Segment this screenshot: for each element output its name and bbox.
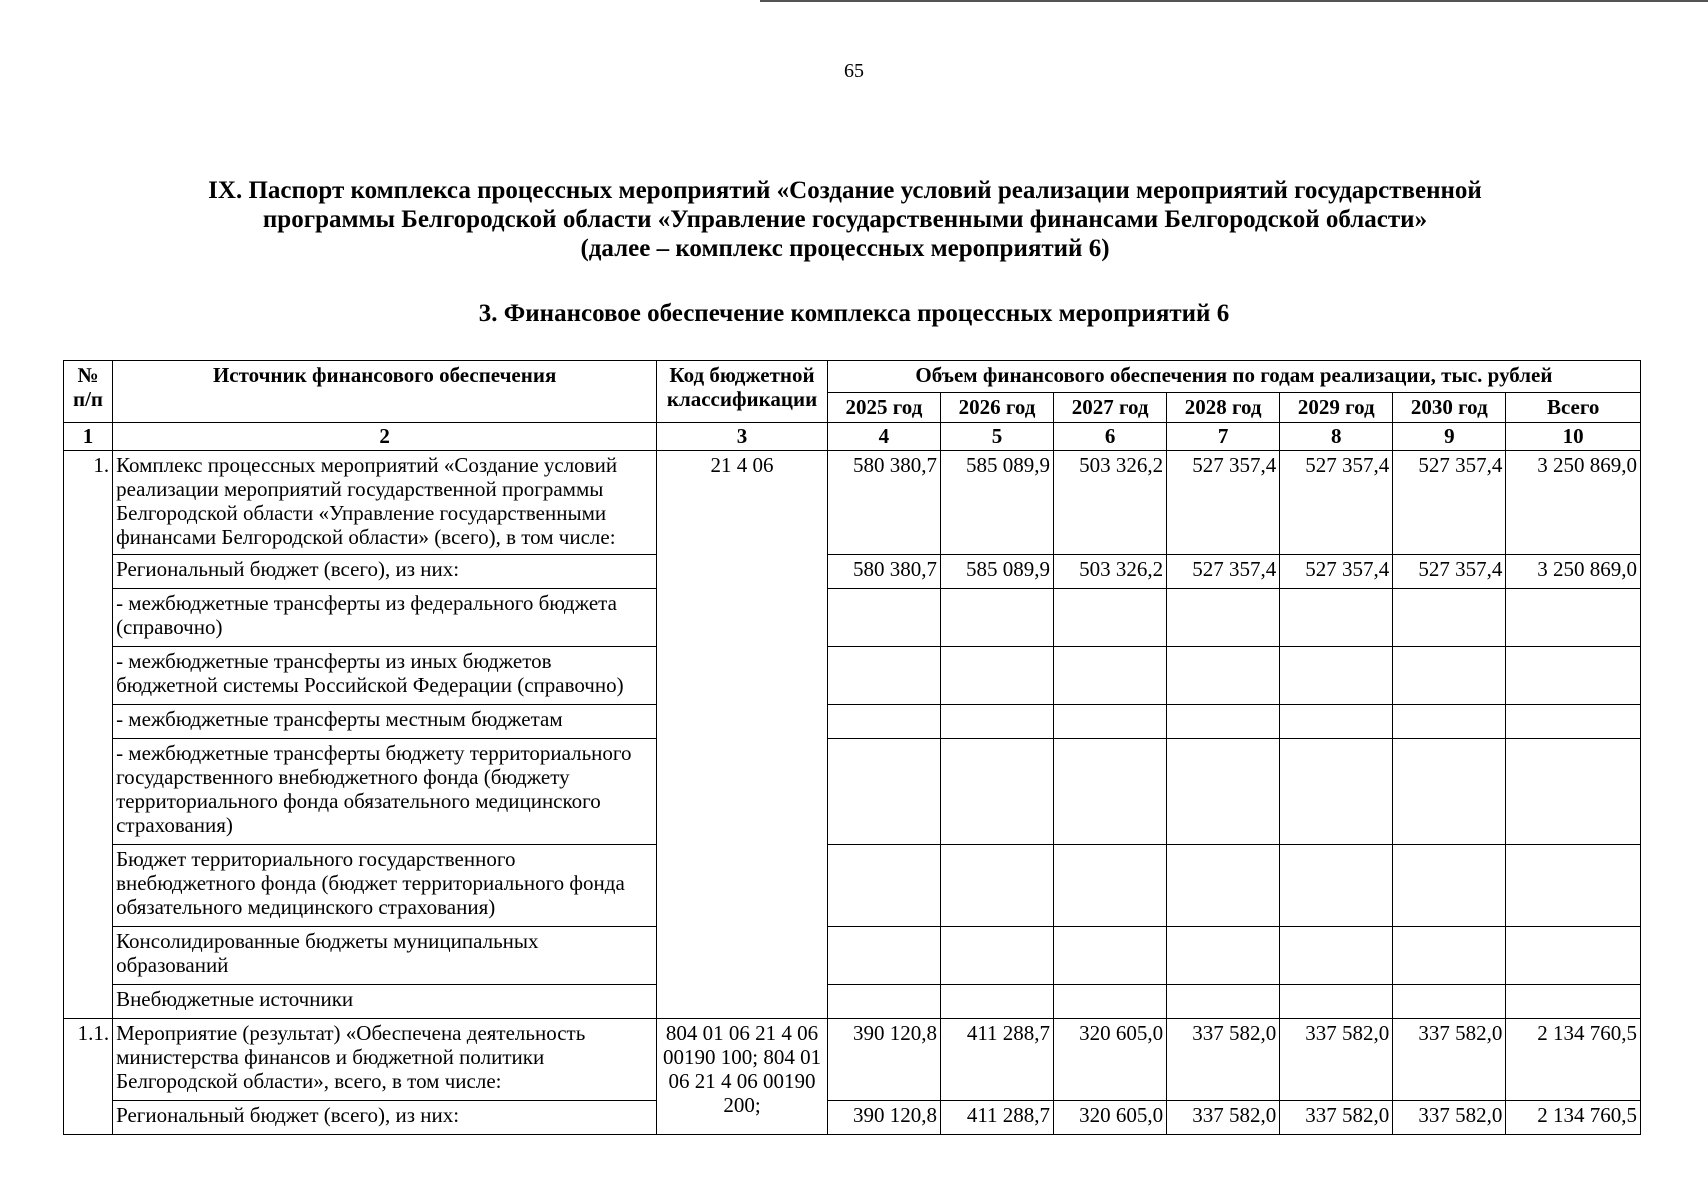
source-name-cell: - межбюджетные трансферты из федерального бюджета (справочно) (113, 589, 657, 647)
year-value-cell: 320 605,0 (1054, 1019, 1167, 1101)
source-name-cell: Консолидированные бюджеты муниципальных образований (113, 927, 657, 985)
year-value-cell (1280, 739, 1393, 845)
year-value-cell (1054, 705, 1167, 739)
year-value-cell (827, 739, 940, 845)
year-value-cell: 527 357,4 (1167, 451, 1280, 555)
total-value-cell (1506, 705, 1641, 739)
header-year-2027: 2027 год (1054, 393, 1167, 423)
year-value-cell: 411 288,7 (940, 1019, 1053, 1101)
year-value-cell (1280, 589, 1393, 647)
index-cell: 6 (1054, 423, 1167, 451)
total-value-cell (1506, 647, 1641, 705)
header-year-2026: 2026 год (940, 393, 1053, 423)
table-row (64, 845, 1641, 927)
source-name-cell: Внебюджетные источники (113, 985, 657, 1019)
page-number: 65 (844, 60, 864, 82)
total-value-cell (1506, 739, 1641, 845)
year-value-cell (827, 589, 940, 647)
year-value-cell (1167, 705, 1280, 739)
header-year-2030: 2030 год (1393, 393, 1506, 423)
year-value-cell (1054, 927, 1167, 985)
year-value-cell (1393, 589, 1506, 647)
year-value-cell: 337 582,0 (1167, 1101, 1280, 1135)
year-value-cell: 580 380,7 (827, 555, 940, 589)
header-no: № п/п (64, 361, 113, 423)
year-value-cell (1167, 927, 1280, 985)
year-value-cell: 585 089,9 (940, 451, 1053, 555)
total-value-cell (1506, 845, 1641, 927)
year-value-cell: 585 089,9 (940, 555, 1053, 589)
index-cell: 3 (657, 423, 828, 451)
year-value-cell (940, 985, 1053, 1019)
table-row (64, 1019, 1641, 1101)
year-value-cell (1393, 647, 1506, 705)
year-value-cell (827, 985, 940, 1019)
financing-table (63, 360, 1641, 1135)
year-value-cell (940, 845, 1053, 927)
section-subheading: 3. Финансовое обеспечение комплекса процессных мероприятий 6 (478, 300, 1230, 327)
year-value-cell (1280, 647, 1393, 705)
year-value-cell: 337 582,0 (1280, 1019, 1393, 1101)
year-value-cell (827, 705, 940, 739)
year-value-cell (1280, 927, 1393, 985)
year-value-cell: 527 357,4 (1280, 451, 1393, 555)
year-value-cell (1054, 739, 1167, 845)
year-value-cell (1167, 985, 1280, 1019)
year-value-cell (1280, 985, 1393, 1019)
year-value-cell: 527 357,4 (1280, 555, 1393, 589)
total-value-cell (1506, 985, 1641, 1019)
year-value-cell (940, 705, 1053, 739)
year-value-cell: 411 288,7 (940, 1101, 1053, 1135)
index-cell: 1 (64, 423, 113, 451)
year-value-cell (1054, 589, 1167, 647)
table-row (64, 589, 1641, 647)
heading-line-1: IX. Паспорт комплекса процессных мероприятий «Создание условий реализации мероприятий государственной (208, 177, 1482, 204)
year-value-cell (940, 647, 1053, 705)
index-cell: 4 (827, 423, 940, 451)
row-number-cell: 1. (64, 451, 113, 1019)
header-year-2025: 2025 год (827, 393, 940, 423)
index-cell: 8 (1280, 423, 1393, 451)
heading-line-3: (далее – комплекс процессных мероприятий 6) (580, 235, 1110, 262)
table-body (64, 451, 1641, 1135)
source-name-cell: - межбюджетные трансферты местным бюджетам (113, 705, 657, 739)
year-value-cell (1393, 739, 1506, 845)
year-value-cell (1280, 705, 1393, 739)
year-value-cell (827, 647, 940, 705)
table-row (64, 647, 1641, 705)
total-value-cell: 2 134 760,5 (1506, 1019, 1641, 1101)
index-cell: 7 (1167, 423, 1280, 451)
year-value-cell (1054, 647, 1167, 705)
year-value-cell: 503 326,2 (1054, 555, 1167, 589)
year-value-cell (1167, 845, 1280, 927)
table-row (64, 1101, 1641, 1135)
year-value-cell (1393, 845, 1506, 927)
year-value-cell (940, 927, 1053, 985)
total-value-cell (1506, 589, 1641, 647)
source-name-cell: Мероприятие (результат) «Обеспечена деятельность министерства финансов и бюджетной политики Белгородской области», всего, в том числе: (113, 1019, 657, 1101)
year-value-cell (1393, 985, 1506, 1019)
year-value-cell: 527 357,4 (1393, 555, 1506, 589)
index-cell: 2 (113, 423, 657, 451)
header-code: Код бюджетной классификации (657, 361, 828, 423)
year-value-cell (1167, 739, 1280, 845)
table-row (64, 985, 1641, 1019)
budget-code-cell: 21 4 06 (657, 451, 828, 1019)
year-value-cell (1054, 985, 1167, 1019)
table-row (64, 451, 1641, 555)
year-value-cell (940, 739, 1053, 845)
year-value-cell (827, 845, 940, 927)
year-value-cell (1167, 647, 1280, 705)
year-value-cell (827, 927, 940, 985)
heading-line-2: программы Белгородской области «Управление государственными финансами Белгородской области» (262, 206, 1428, 233)
source-name-cell: Региональный бюджет (всего), из них: (113, 555, 657, 589)
year-value-cell: 337 582,0 (1280, 1101, 1393, 1135)
source-name-cell: - межбюджетные трансферты бюджету территориального государственного внебюджетного фонда (бюджету территориального фонда обязательного медицинского страхования) (113, 739, 657, 845)
top-rule (760, 0, 1708, 2)
index-cell: 10 (1506, 423, 1641, 451)
index-cell: 9 (1393, 423, 1506, 451)
year-value-cell: 337 582,0 (1167, 1019, 1280, 1101)
table-row (64, 555, 1641, 589)
year-value-cell: 337 582,0 (1393, 1101, 1506, 1135)
source-name-cell: - межбюджетные трансферты из иных бюджетов бюджетной системы Российской Федерации (справочно) (113, 647, 657, 705)
year-value-cell (1393, 927, 1506, 985)
year-value-cell (1167, 589, 1280, 647)
header-year-2029: 2029 год (1280, 393, 1393, 423)
total-value-cell (1506, 927, 1641, 985)
total-value-cell: 3 250 869,0 (1506, 555, 1641, 589)
row-number-cell: 1.1. (64, 1019, 113, 1135)
total-value-cell: 2 134 760,5 (1506, 1101, 1641, 1135)
table-row (64, 739, 1641, 845)
source-name-cell: Региональный бюджет (всего), из них: (113, 1101, 657, 1135)
year-value-cell (1054, 845, 1167, 927)
source-name-cell: Комплекс процессных мероприятий «Создание условий реализации мероприятий государственной программы Белгородской области «Управление государственными финансами Белгородской области» (всего), в том числе: (113, 451, 657, 555)
source-name-cell: Бюджет территориального государственного внебюджетного фонда (бюджет территориального фонда обязательного медицинского страхования) (113, 845, 657, 927)
header-volume: Объем финансового обеспечения по годам реализации, тыс. рублей (827, 361, 1640, 393)
index-cell: 5 (940, 423, 1053, 451)
year-value-cell: 527 357,4 (1167, 555, 1280, 589)
year-value-cell: 580 380,7 (827, 451, 940, 555)
header-source: Источник финансового обеспечения (113, 361, 657, 423)
year-value-cell: 337 582,0 (1393, 1019, 1506, 1101)
budget-code-cell: 804 01 06 21 4 06 00190 100; 804 01 06 21 4 06 00190 200; (657, 1019, 828, 1135)
year-value-cell (1393, 705, 1506, 739)
year-value-cell (940, 589, 1053, 647)
table-row (64, 927, 1641, 985)
header-total: Всего (1506, 393, 1641, 423)
year-value-cell: 527 357,4 (1393, 451, 1506, 555)
year-value-cell: 390 120,8 (827, 1101, 940, 1135)
header-year-2028: 2028 год (1167, 393, 1280, 423)
year-value-cell: 320 605,0 (1054, 1101, 1167, 1135)
total-value-cell: 3 250 869,0 (1506, 451, 1641, 555)
year-value-cell (1280, 845, 1393, 927)
year-value-cell: 503 326,2 (1054, 451, 1167, 555)
table-row (64, 705, 1641, 739)
document-heading (60, 176, 1630, 263)
year-value-cell: 390 120,8 (827, 1019, 940, 1101)
